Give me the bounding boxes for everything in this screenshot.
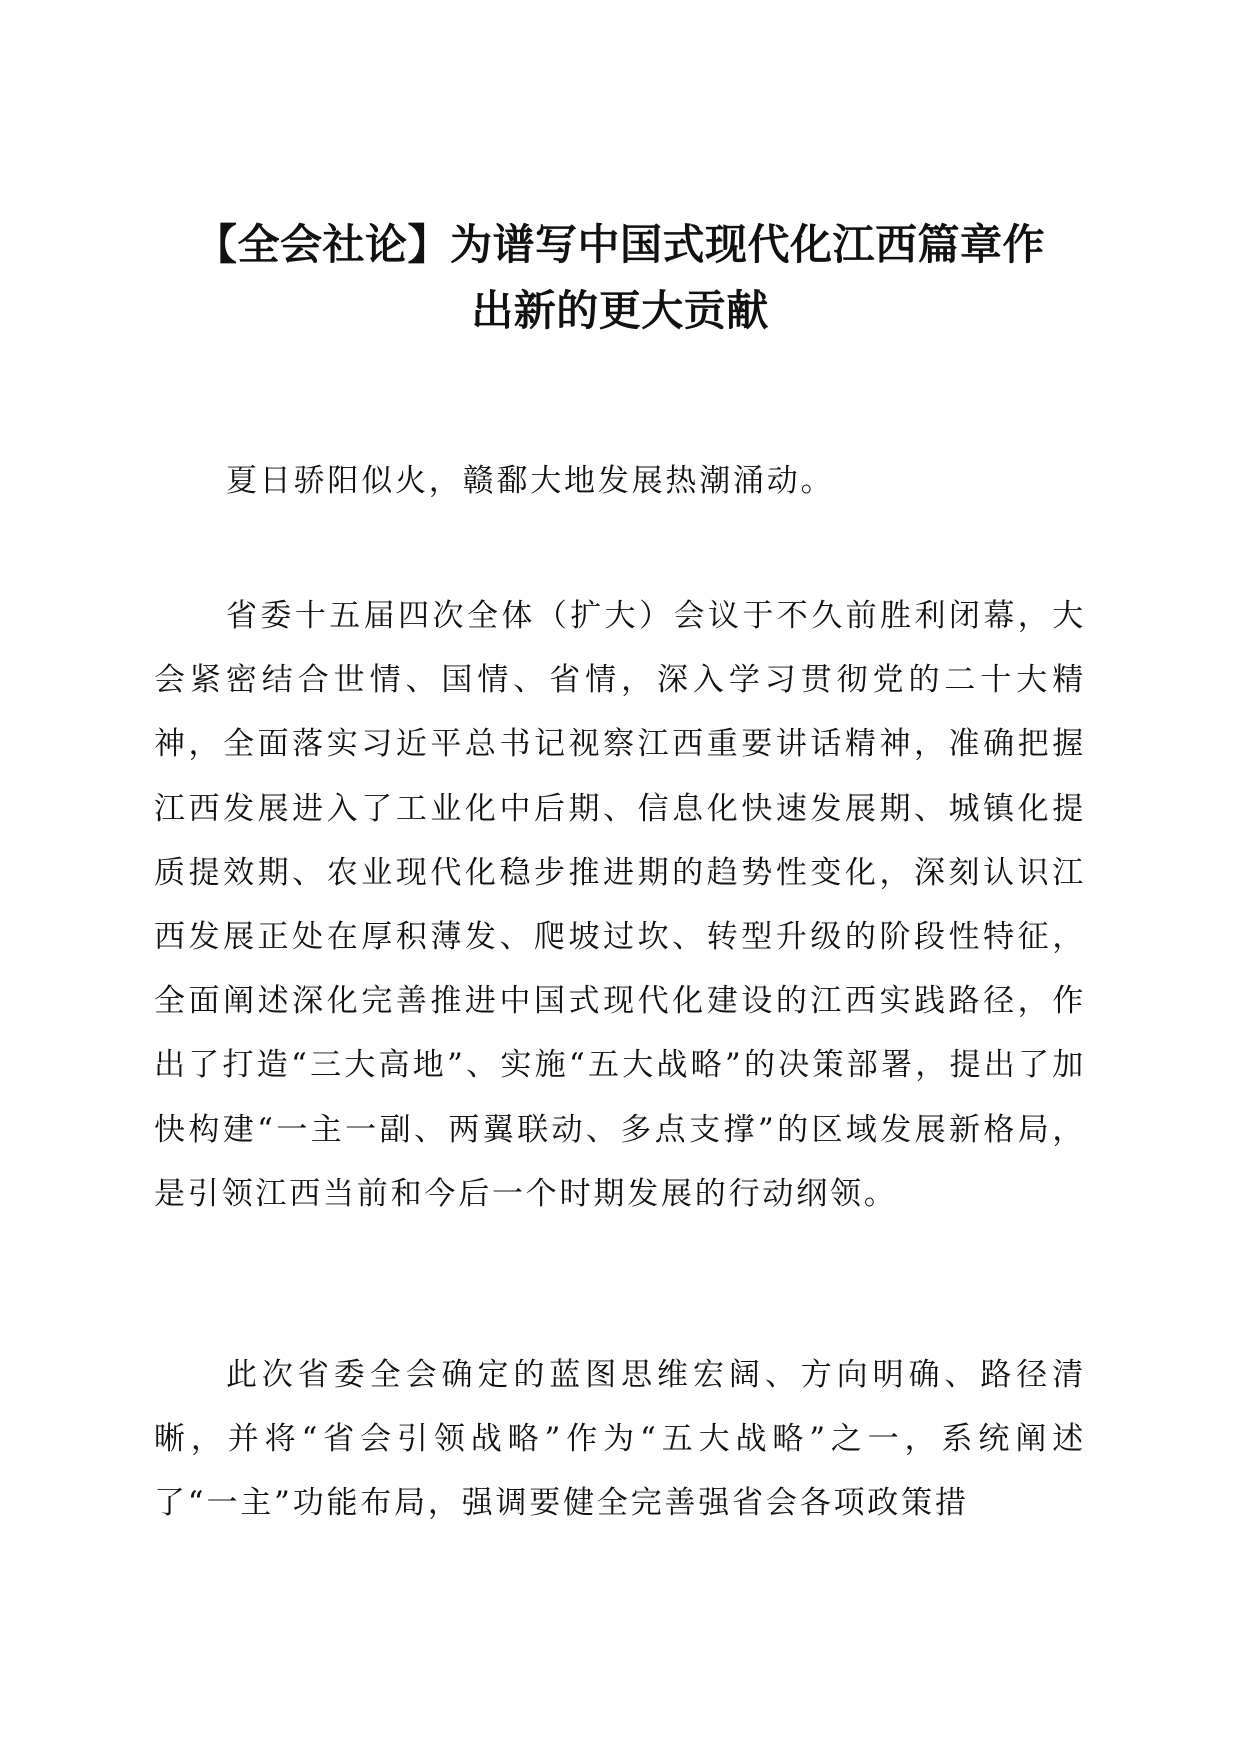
- document-title: [150, 212, 1090, 344]
- title-line-1: 【全会社论】为谱写中国式现代化江西篇章作: [194, 220, 1045, 269]
- title-line-2: 出新的更大贡献: [471, 286, 769, 335]
- paragraph-1: 夏日骄阳似火，赣鄱大地发展热潮涌动。: [226, 463, 835, 499]
- paragraph-2: 省委十五届四次全体（扩大）会议于不久前胜利闭幕，大会紧密结合世情、国情、省情，深入学习贯彻党的二十大精神，全面落实习近平总书记视察江西重要讲话精神，准确把握江西发展进入了工业化中后期、信息化快速发展期、城镇化提质提效期、农业现代化稳步推进期的趋势性变化，深刻认识江西发展正处在厚积薄发、爬坡过坎、转型升级的阶段性特征，全面阐述深化完善推进中国式现代化建设的江西实践路径，作出了打造“三大高地”、实施“五大战略”的决策部署，提出了加快构建“一主一副、两翼联动、多点支撑”的区域发展新格局，是引领江西当前和今后一个时期发展的行动纲领。: [154, 598, 1086, 1212]
- paragraph-3: 此次省委全会确定的蓝图思维宏阔、方向明确、路径清晰，并将“省会引领战略”作为“五大战略”之一，系统阐述了“一主”功能布局，强调要健全完善强省会各项政策措: [154, 1357, 1086, 1522]
